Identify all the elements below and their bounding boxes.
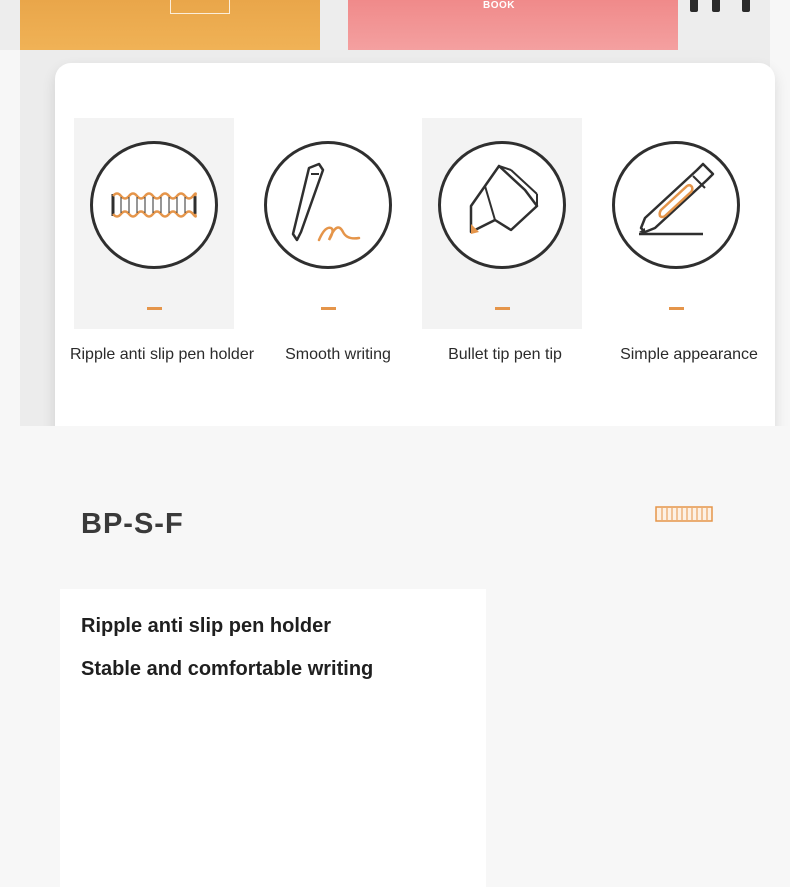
product-detail-section bbox=[0, 426, 790, 887]
accent-dash bbox=[669, 307, 684, 310]
accent-dash bbox=[147, 307, 162, 310]
bullet-tip-icon bbox=[441, 144, 563, 266]
binder-clips-image bbox=[690, 0, 770, 14]
feature-label-smooth-writing: Smooth writing bbox=[285, 346, 391, 363]
feature-label-ripple-grip: Ripple anti slip pen holder bbox=[69, 346, 255, 363]
feature-label-bullet-tip: Bullet tip pen tip bbox=[448, 346, 562, 363]
ripple-grip-icon bbox=[654, 504, 714, 524]
notebook-cover-text: BOOK bbox=[483, 0, 515, 11]
model-code: BP-S-F bbox=[81, 508, 184, 540]
feature-section bbox=[20, 50, 770, 426]
description-card bbox=[60, 589, 486, 887]
pen-writing-icon bbox=[267, 144, 389, 266]
description-line: Ripple anti slip pen holder bbox=[81, 615, 332, 637]
feature-label-simple-appearance: Simple appearance bbox=[620, 346, 758, 363]
feature-icon-circle bbox=[612, 141, 740, 269]
feature-icon-circle bbox=[438, 141, 566, 269]
photo-edge bbox=[770, 0, 790, 50]
feature-icon-circle bbox=[90, 141, 218, 269]
accent-dash bbox=[495, 307, 510, 310]
top-product-photo bbox=[0, 0, 790, 50]
feature-bullet-tip bbox=[422, 118, 582, 329]
ripple-grip-icon bbox=[93, 144, 215, 266]
pen-underline-icon bbox=[615, 144, 737, 266]
feature-simple-appearance bbox=[596, 118, 756, 329]
feature-smooth-writing bbox=[248, 118, 408, 329]
feature-ripple-grip bbox=[74, 118, 234, 329]
feature-icon-circle bbox=[264, 141, 392, 269]
orange-notebook-image bbox=[20, 0, 320, 50]
pink-notebook-image bbox=[348, 0, 678, 50]
description-line: Stable and comfortable writing bbox=[81, 658, 374, 680]
feature-card bbox=[55, 63, 775, 453]
accent-dash bbox=[321, 307, 336, 310]
notebook-decoration bbox=[170, 0, 230, 14]
